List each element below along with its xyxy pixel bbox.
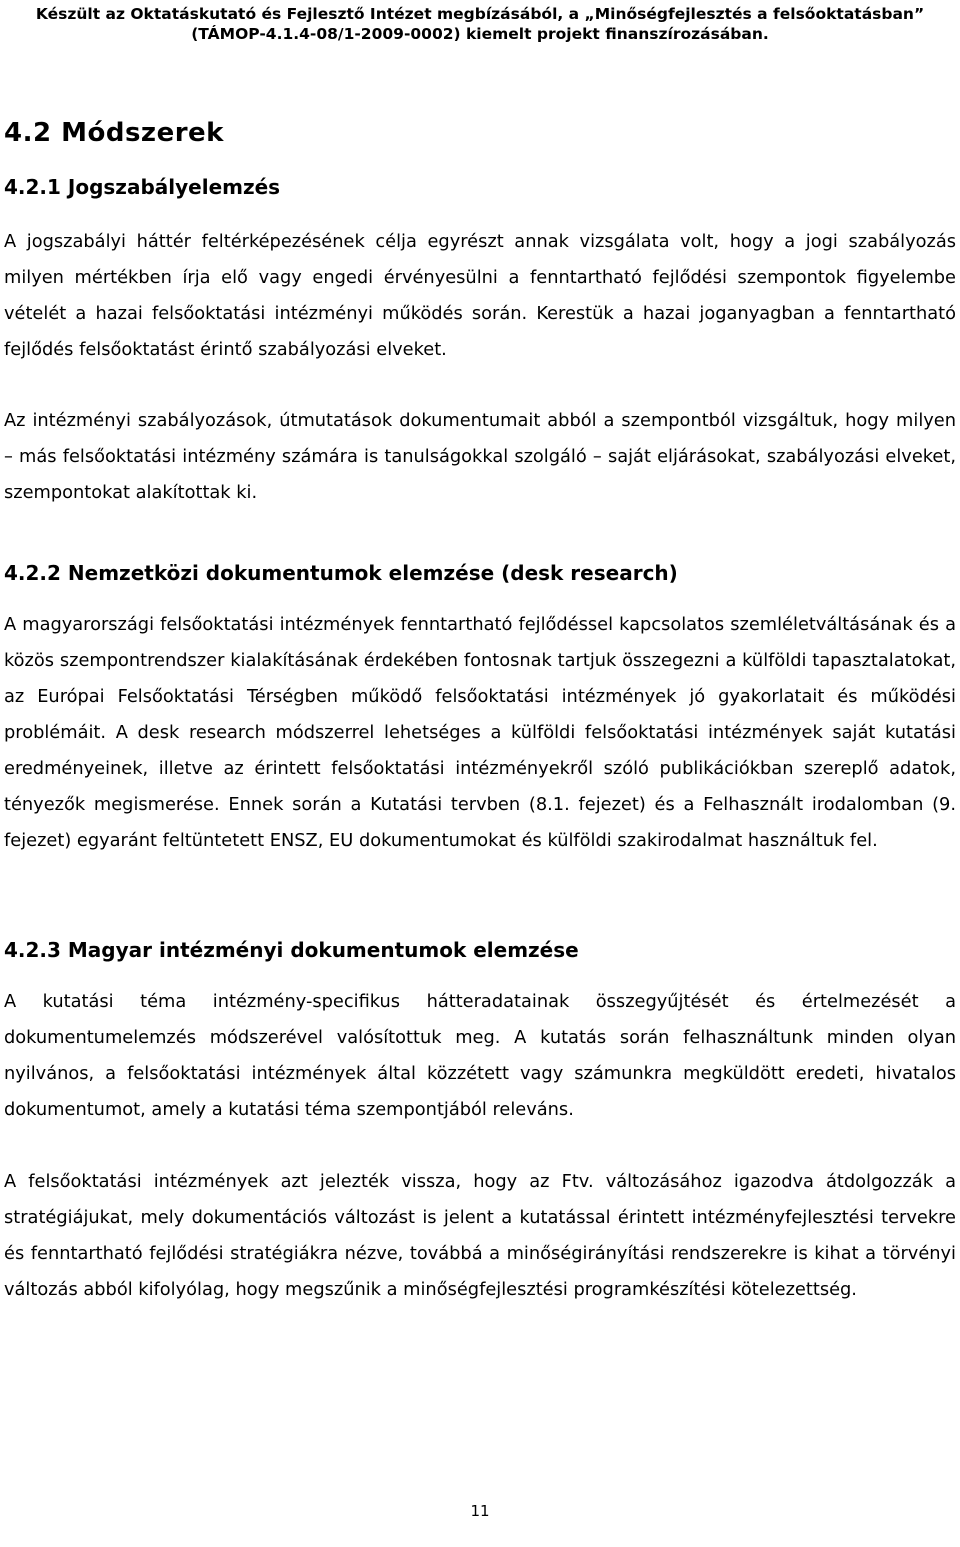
paragraph-1 — [4, 224, 956, 368]
paragraph-4 — [4, 984, 956, 1128]
header-line-2: (TÁMOP-4.1.4-08/1-2009-0002) kiemelt projekt finanszírozásában. — [191, 25, 769, 43]
subsection-title-3: 4.2.3 Magyar intézményi dokumentumok elemzése — [4, 938, 579, 962]
paragraph-text: A kutatási téma intézmény-specifikus hátteradatainak összegyűjtését és értelmezését a dokumentumelemzés módszerével valósítottuk meg. A kutatás során felhasználtunk minden olyan nyilvános, a felsőoktatási intézmények által közzétett vagy számunkra megküldött eredeti, hivatalos dokumentumot, amely a kutatási téma szempontjából releváns. — [4, 991, 956, 1120]
header-line-1: Készült az Oktatáskutató és Fejlesztő Intézet megbízásából, a „Minőségfejlesztés a felsőoktatásban” — [35, 5, 925, 23]
paragraph-text: Az intézményi szabályozások, útmutatások dokumentumait abból a szempontból vizsgáltuk, hogy milyen – más felsőoktatási intézmény számára is tanulságokkal szolgáló – saját eljárásokat, szabályozási elveket, szempontokat alakítottak ki. — [4, 410, 956, 503]
paragraph-3 — [4, 607, 956, 859]
page-number: 11 — [470, 1502, 490, 1520]
paragraph-2 — [4, 403, 956, 511]
subsection-title-1: 4.2.1 Jogszabályelemzés — [4, 175, 281, 199]
section-title: 4.2 Módszerek — [4, 118, 224, 148]
paragraph-text: A magyarországi felsőoktatási intézmények fenntartható fejlődéssel kapcsolatos szemléletváltásának és a közös szempontrendszer kialakításának érdekében fontosnak tartjuk összegezni a külföldi tapasztalatokat, az Európai Felsőoktatási Térségben működő felsőoktatási intézmények jó gyakorlatait és működési problémáit. A desk research módszerrel lehetséges a külföldi felsőoktatási intézmények saját kutatási eredményeinek, illetve az érintett felsőoktatási intézményekről szóló publikációkban szereplő adatok, tényezők megismerése. Ennek során a Kutatási tervben (8.1. fejezet) és a Felhasznált irodalomban (9. fejezet) egyaránt feltüntetett ENSZ, EU dokumentumokat és külföldi szakirodalmat használtuk fel. — [4, 614, 956, 851]
subsection-title-2: 4.2.2 Nemzetközi dokumentumok elemzése (desk research) — [4, 561, 678, 585]
paragraph-5 — [4, 1164, 956, 1308]
paragraph-text: A felsőoktatási intézmények azt jelezték vissza, hogy az Ftv. változásához igazodva átdolgozzák a stratégiájukat, mely dokumentációs változást is jelent a kutatással érintett intézményfejlesztési tervekre és fenntartható fejlődési stratégiákra nézve, továbbá a minőségirányítási rendszerekre is kihat a törvényi változás abból kifolyólag, hogy megszűnik a minőségfejlesztési programkészítési kötelezettség. — [4, 1171, 956, 1300]
page-header — [0, 4, 960, 44]
paragraph-text: A jogszabályi háttér feltérképezésének célja egyrészt annak vizsgálata volt, hogy a jogi szabályozás milyen mértékben írja elő vagy engedi érvényesülni a fenntartható fejlődési szempontok figyelembe vételét a hazai felsőoktatási intézményi működés során. Kerestük a hazai joganyagban a fenntartható fejlődés felsőoktatást érintő szabályozási elveket. — [4, 231, 956, 360]
